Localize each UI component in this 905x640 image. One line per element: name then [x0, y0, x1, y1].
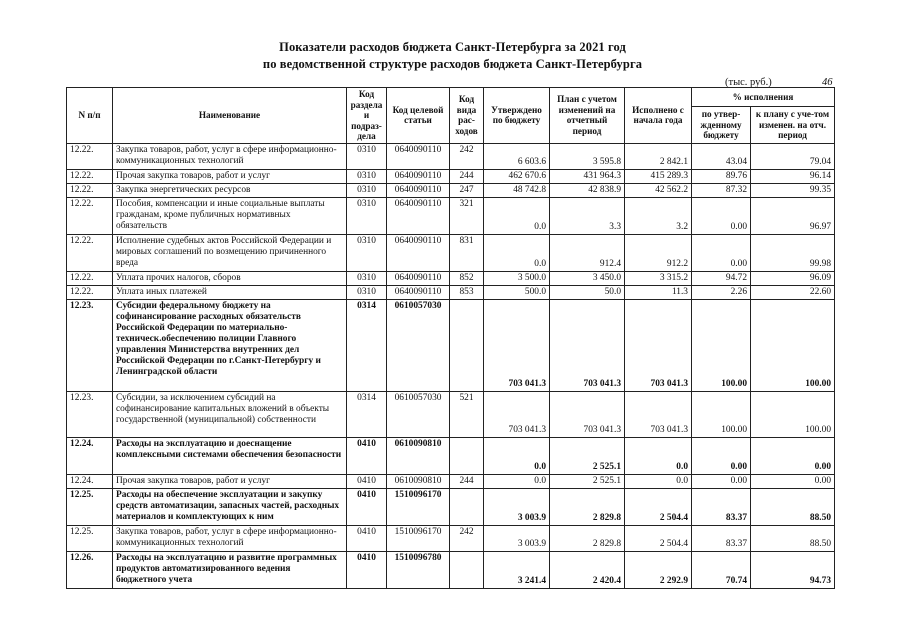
row-number: 12.25.	[67, 525, 113, 551]
row-razdel-code: 0310	[347, 234, 387, 271]
row-razdel-code: 0310	[347, 143, 387, 169]
row-razdel-code: 0310	[347, 183, 387, 197]
row-number: 12.22.	[67, 234, 113, 271]
row-name: Закупка товаров, работ, услуг в сфере информационно-коммуникационных технологий	[113, 525, 347, 551]
row-plan: 50.0	[550, 285, 625, 299]
row-approved: 703 041.3	[484, 391, 550, 437]
units-label: (тыс. руб.)	[725, 77, 772, 88]
row-pct-plan: 79.04	[751, 143, 835, 169]
row-type-code: 247	[450, 183, 484, 197]
row-pct-approved: 43.04	[692, 143, 751, 169]
row-pct-plan: 100.00	[751, 391, 835, 437]
row-approved: 3 003.9	[484, 525, 550, 551]
row-pct-approved: 94.72	[692, 271, 751, 285]
row-plan: 703 041.3	[550, 391, 625, 437]
row-razdel-code: 0410	[347, 525, 387, 551]
row-pct-plan: 22.60	[751, 285, 835, 299]
row-plan: 431 964.3	[550, 169, 625, 183]
row-name: Исполнение судебных актов Российской Федерации и мировых соглашений по возмещению причиненного вреда	[113, 234, 347, 271]
row-plan: 2 525.1	[550, 474, 625, 488]
row-pct-approved: 100.00	[692, 391, 751, 437]
row-plan: 2 525.1	[550, 437, 625, 474]
table-row	[67, 488, 835, 525]
row-type-code: 853	[450, 285, 484, 299]
row-executed: 2 842.1	[625, 143, 692, 169]
row-name: Закупка энергетических ресурсов	[113, 183, 347, 197]
row-target-code: 0640090110	[387, 183, 450, 197]
table-row	[67, 271, 835, 285]
table-row	[67, 299, 835, 391]
row-plan: 2 829.8	[550, 525, 625, 551]
row-type-code	[450, 488, 484, 525]
row-target-code: 0610057030	[387, 299, 450, 391]
row-target-code: 0640090110	[387, 169, 450, 183]
row-approved: 48 742.8	[484, 183, 550, 197]
row-name: Субсидии, за исключением субсидий на софинансирование капитальных вложений в объекты государственной (муниципальной) собственности	[113, 391, 347, 437]
row-pct-plan: 96.14	[751, 169, 835, 183]
row-pct-approved: 70.74	[692, 551, 751, 588]
row-razdel-code: 0310	[347, 271, 387, 285]
row-executed: 703 041.3	[625, 391, 692, 437]
row-number: 12.22.	[67, 285, 113, 299]
row-approved: 3 241.4	[484, 551, 550, 588]
row-target-code: 0610090810	[387, 437, 450, 474]
row-pct-approved: 2.26	[692, 285, 751, 299]
table-row	[67, 474, 835, 488]
row-approved: 3 003.9	[484, 488, 550, 525]
row-executed: 11.3	[625, 285, 692, 299]
row-name: Уплата иных платежей	[113, 285, 347, 299]
row-pct-plan: 96.09	[751, 271, 835, 285]
row-pct-plan: 99.35	[751, 183, 835, 197]
row-plan: 42 838.9	[550, 183, 625, 197]
table-row	[67, 525, 835, 551]
row-type-code: 242	[450, 143, 484, 169]
row-name: Пособия, компенсации и иные социальные выплаты гражданам, кроме публичных нормативных обязательств	[113, 197, 347, 234]
row-plan: 912.4	[550, 234, 625, 271]
row-number: 12.23.	[67, 391, 113, 437]
row-pct-plan: 0.00	[751, 474, 835, 488]
row-executed: 703 041.3	[625, 299, 692, 391]
header-approved: Утверждено по бюджету	[484, 88, 550, 144]
row-number: 12.22.	[67, 197, 113, 234]
table-row	[67, 551, 835, 588]
row-pct-approved: 0.00	[692, 234, 751, 271]
row-pct-approved: 83.37	[692, 488, 751, 525]
row-approved: 500.0	[484, 285, 550, 299]
header-razdel: Код раздела и подраз-дела	[347, 88, 387, 144]
row-target-code: 1510096780	[387, 551, 450, 588]
row-approved: 0.0	[484, 197, 550, 234]
row-executed: 3.2	[625, 197, 692, 234]
table-row	[67, 234, 835, 271]
row-number: 12.23.	[67, 299, 113, 391]
row-name: Расходы на эксплуатацию и доеснащение комплексными системами обеспечения безопасности	[113, 437, 347, 474]
row-approved: 0.0	[484, 437, 550, 474]
row-razdel-code: 0410	[347, 437, 387, 474]
row-type-code	[450, 299, 484, 391]
table-row	[67, 391, 835, 437]
row-pct-plan: 88.50	[751, 488, 835, 525]
header-name: Наименование	[113, 88, 347, 144]
header-statya: Код целевой статьи	[387, 88, 450, 144]
table-row	[67, 143, 835, 169]
row-pct-approved: 100.00	[692, 299, 751, 391]
row-type-code	[450, 437, 484, 474]
row-plan: 3 595.8	[550, 143, 625, 169]
header-executed: Исполнено с начала года	[625, 88, 692, 144]
row-razdel-code: 0310	[347, 169, 387, 183]
row-type-code: 521	[450, 391, 484, 437]
row-pct-approved: 0.00	[692, 437, 751, 474]
row-executed: 912.2	[625, 234, 692, 271]
page-number: 46	[822, 77, 833, 88]
row-name: Прочая закупка товаров, работ и услуг	[113, 169, 347, 183]
row-number: 12.22.	[67, 169, 113, 183]
row-name: Расходы на эксплуатацию и развитие программных продуктов автоматизированного ведения бюджетного учета	[113, 551, 347, 588]
row-razdel-code: 0410	[347, 488, 387, 525]
table-row	[67, 285, 835, 299]
row-executed: 0.0	[625, 437, 692, 474]
row-type-code: 321	[450, 197, 484, 234]
row-approved: 0.0	[484, 234, 550, 271]
row-razdel-code: 0314	[347, 391, 387, 437]
row-number: 12.24.	[67, 437, 113, 474]
row-approved: 0.0	[484, 474, 550, 488]
row-name: Прочая закупка товаров, работ и услуг	[113, 474, 347, 488]
report-title-line1: Показатели расходов бюджета Санкт-Петербурга за 2021 год	[279, 40, 626, 54]
row-executed: 42 562.2	[625, 183, 692, 197]
header-plan: План с учетом изменений на отчетный период	[550, 88, 625, 144]
row-executed: 2 292.9	[625, 551, 692, 588]
row-pct-plan: 0.00	[751, 437, 835, 474]
header-vid: Код вида рас-ходов	[450, 88, 484, 144]
header-num: N п/п	[67, 88, 113, 144]
row-approved: 462 670.6	[484, 169, 550, 183]
row-target-code: 0640090110	[387, 143, 450, 169]
row-target-code: 0640090110	[387, 271, 450, 285]
row-number: 12.24.	[67, 474, 113, 488]
row-pct-approved: 0.00	[692, 474, 751, 488]
expenses-table	[66, 87, 835, 589]
row-type-code: 242	[450, 525, 484, 551]
row-plan: 703 041.3	[550, 299, 625, 391]
row-name: Закупка товаров, работ, услуг в сфере информационно-коммуникационных технологий	[113, 143, 347, 169]
row-plan: 3 450.0	[550, 271, 625, 285]
row-executed: 0.0	[625, 474, 692, 488]
row-approved: 703 041.3	[484, 299, 550, 391]
row-pct-plan: 88.50	[751, 525, 835, 551]
row-pct-approved: 0.00	[692, 197, 751, 234]
row-pct-approved: 83.37	[692, 525, 751, 551]
report-title-line2: по ведомственной структуре расходов бюджета Санкт-Петербурга	[262, 57, 643, 71]
row-type-code: 244	[450, 474, 484, 488]
row-target-code: 1510096170	[387, 525, 450, 551]
row-number: 12.25.	[67, 488, 113, 525]
row-name: Уплата прочих налогов, сборов	[113, 271, 347, 285]
row-pct-plan: 96.97	[751, 197, 835, 234]
row-plan: 2 829.8	[550, 488, 625, 525]
table-body	[67, 143, 835, 588]
row-type-code	[450, 551, 484, 588]
row-approved: 6 603.6	[484, 143, 550, 169]
table-row	[67, 437, 835, 474]
row-number: 12.22.	[67, 143, 113, 169]
row-target-code: 0640090110	[387, 197, 450, 234]
row-pct-plan: 100.00	[751, 299, 835, 391]
row-plan: 3.3	[550, 197, 625, 234]
table-row	[67, 197, 835, 234]
row-number: 12.26.	[67, 551, 113, 588]
row-pct-plan: 94.73	[751, 551, 835, 588]
header-percent-plan: к плану с уче-том изменен. на отч. период	[751, 107, 835, 143]
header-percent: % исполнения	[692, 88, 835, 107]
row-razdel-code: 0410	[347, 551, 387, 588]
row-name: Расходы на обеспечение эксплуатации и закупку средств автоматизации, запасных частей, расходных материалов и комплектующих к ним	[113, 488, 347, 525]
row-executed: 2 504.4	[625, 525, 692, 551]
row-razdel-code: 0410	[347, 474, 387, 488]
row-target-code: 0640090110	[387, 285, 450, 299]
row-plan: 2 420.4	[550, 551, 625, 588]
row-target-code: 0640090110	[387, 234, 450, 271]
table-row	[67, 183, 835, 197]
row-name: Субсидии федеральному бюджету на софинансирование расходных обязательств Российской Федерации по материально-техническ.обеспечению полиции Главного управления Министерства внутренних дел Российской Федерации по г.Санкт-Петербургу и Ленинградской области	[113, 299, 347, 391]
row-executed: 2 504.4	[625, 488, 692, 525]
row-executed: 415 289.3	[625, 169, 692, 183]
row-pct-approved: 87.32	[692, 183, 751, 197]
row-razdel-code: 0314	[347, 299, 387, 391]
row-target-code: 1510096170	[387, 488, 450, 525]
row-target-code: 0610057030	[387, 391, 450, 437]
row-executed: 3 315.2	[625, 271, 692, 285]
row-target-code: 0610090810	[387, 474, 450, 488]
row-type-code: 852	[450, 271, 484, 285]
row-type-code: 831	[450, 234, 484, 271]
row-razdel-code: 0310	[347, 285, 387, 299]
row-number: 12.22.	[67, 183, 113, 197]
row-number: 12.22.	[67, 271, 113, 285]
row-pct-approved: 89.76	[692, 169, 751, 183]
row-approved: 3 500.0	[484, 271, 550, 285]
row-type-code: 244	[450, 169, 484, 183]
table-row	[67, 169, 835, 183]
header-percent-approved: по утвер-жденному бюджету	[692, 107, 751, 143]
row-razdel-code: 0310	[347, 197, 387, 234]
row-pct-plan: 99.98	[751, 234, 835, 271]
